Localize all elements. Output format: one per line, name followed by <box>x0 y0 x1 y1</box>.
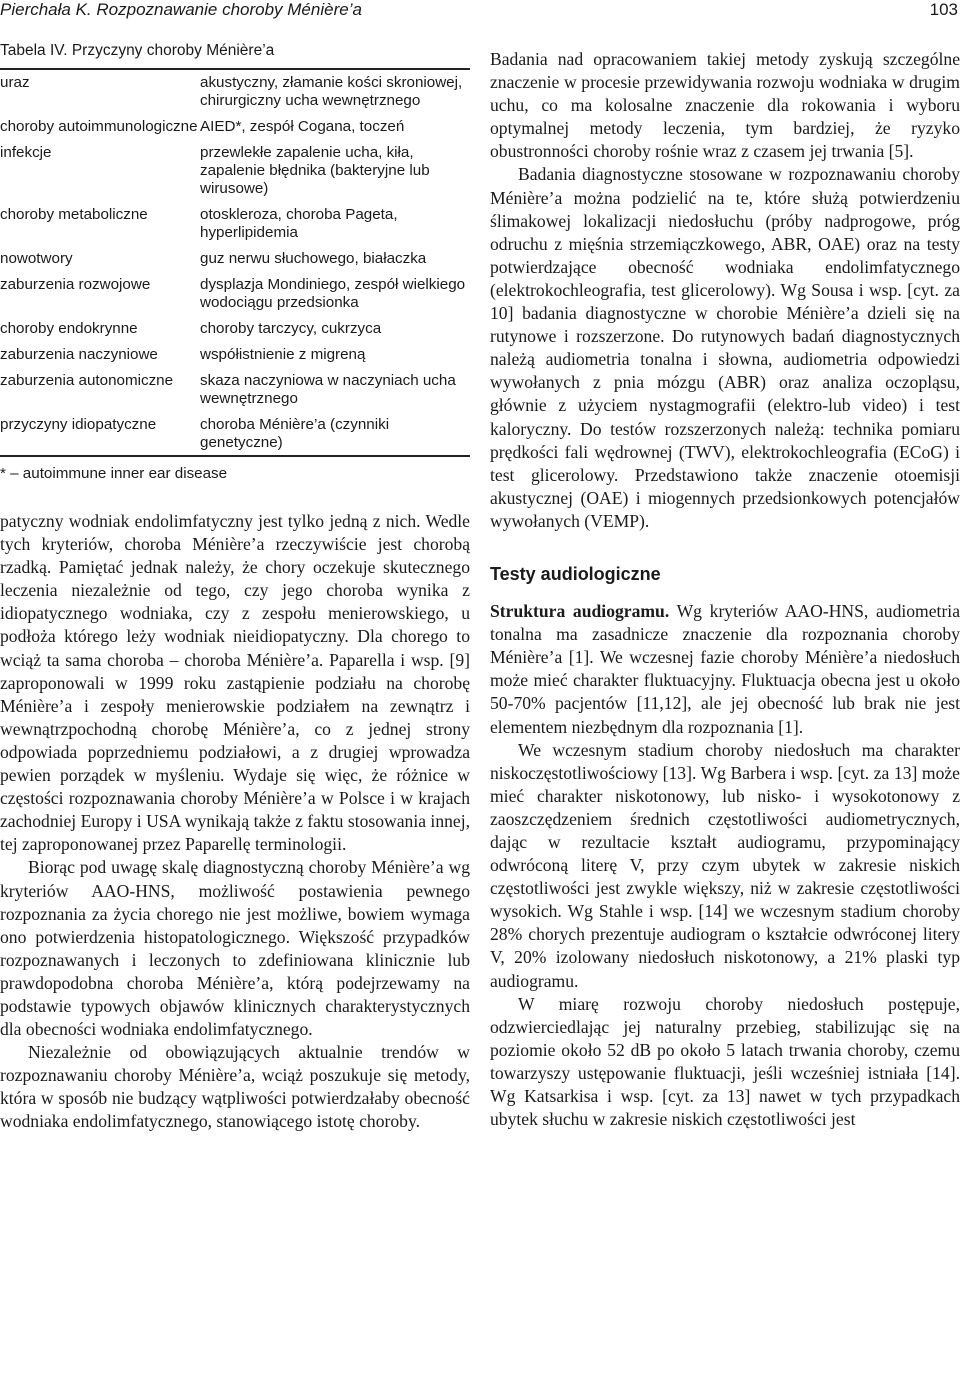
table-cell-cause: choroby autoimmunologiczne <box>0 118 198 135</box>
page-header <box>0 0 960 24</box>
table-cell-examples: akustyczny, złamanie kości skroniowej, chirurgiczny ucha wewnętrznego <box>200 74 463 109</box>
table-cell-cause: infekcje <box>0 144 52 161</box>
table-cell-examples: otoskleroza, choroba Pageta, hyperlipidemia <box>200 206 398 241</box>
paragraph: We wczesnym stadium choroby niedosłuch ma charakter niskoczęstotliwościowy [13]. Wg Barbera i wsp. [cyt. za 13] może mieć charakter niskotonowy, lub nisko- i wysokotonowy z zaoszczędzeniem średnich częstotliwości audiometrycznych, dając w rezultacie kształt audiogramu, przypominający odwróconą literę V, przy czym ubytek w zakresie niskich częstotliwości jest zwykle większy, niż w zakresie częstotliwości wysokich. Wg Stahle i wsp. [14] we wczesnym stadium choroby 28% chorych prezentuje audiogram o kształcie odwróconej litery V, 20% izolowany niedosłuch niskotonowy, a 21% plaski typ audiogramu. <box>490 739 960 991</box>
table-cell-examples: współistnienie z migreną <box>200 346 366 363</box>
table-cell-examples: dysplazja Mondiniego, zespół wielkiego wodociągu przedsionka <box>200 276 466 311</box>
table-footnote: * – autoimmune inner ear disease <box>0 465 228 482</box>
table-cell-examples: AIED*, zespół Cogana, toczeń <box>200 118 405 135</box>
table-row <box>0 320 470 338</box>
table-cell-examples: skaza naczyniowa w naczyniach ucha wewnętrznego <box>200 372 456 407</box>
table-row <box>0 74 470 110</box>
subsection-paragraph <box>490 600 960 739</box>
paragraph: Badania diagnostyczne stosowane w rozpoznawaniu choroby Ménière’a można podzielić na te, które służą potwierdzeniu ślimakowej lokalizacji niedosłuchu (próby nadprogowe, próg odruchu z mięśnia strzemiączkowego, ABR, OAE) oraz na testy potwierdzające obecność wodniaka endolimfatycznego (elektrokochleografia, test glicerolowy). Wg Sousa i wsp. [cyt. za 10] badania diagnostyczne w chorobie Ménière’a dzieli się na rutynowe i rozszerzone. Do rutynowych badań diagnostycznych należą audiometria tonalna i słowna, audiometria odpowiedzi wywołanych z pnia mózgu (ABR) oraz analiza oczopląsu, głównie z użyciem nystagmografii (elektro-lub video) i test kaloryczny. Do testów rozszerzonych należą: technika pomiaru prędkości fali wędrownej (TWV), elektrokochleografia (ECoG) i test glicerolowy. Przedstawiono także znaczenie otoemisji akustycznej (OAE) i miogennych przedsionkowych potencjałów wywołanych (VEMP). <box>490 164 960 531</box>
left-column <box>0 36 470 1134</box>
table-caption: Tabela IV. Przyczyny choroby Ménière’a <box>0 42 275 59</box>
subsection-text: Wg kryteriów AAO-HNS, audiometria tonalna ma zasadnicze znaczenie dla rozpoznania choroby Ménière’a [1]. We wczesnej fazie choroby Ménière’a niedosłuch może mieć charakter fluktuacyjny. Fluktuacja obecna jest u około 50-70% pacjentów [11,12], ale jej obecność lub brak nie jest elementem niezbędnym dla rozpoznania [1]. <box>490 601 960 737</box>
table-cell-cause: choroby metaboliczne <box>0 206 148 223</box>
left-body-text <box>0 510 470 1134</box>
right-column <box>490 48 960 1131</box>
runin-heading: Struktura audiogramu. <box>490 601 670 622</box>
paragraph: Badania nad opracowaniem takiej metody zyskują szczególne znaczenie w procesie przewidywania rozwoju wodniaka w drugim uchu, co ma kolosalne znaczenie dla rokowania i wyboru optymalnej metody leczenia, tym bardziej, że ryzyko obustronności choroby rośnie wraz z czasem jej trwania [5]. <box>490 49 960 162</box>
table-row <box>0 144 470 198</box>
section-heading: Testy audiologiczne <box>490 563 661 584</box>
table-cell-cause: nowotwory <box>0 250 73 267</box>
table-cell-cause: zaburzenia naczyniowe <box>0 346 158 363</box>
table-cell-cause: uraz <box>0 74 30 91</box>
table-cell-cause: zaburzenia autonomiczne <box>0 372 174 389</box>
table-row <box>0 206 470 242</box>
table-cell-cause: zaburzenia rozwojowe <box>0 276 151 293</box>
table-row <box>0 346 470 364</box>
table-cell-examples: choroby tarczycy, cukrzyca <box>200 320 382 337</box>
table-row <box>0 372 470 408</box>
table-row <box>0 276 470 312</box>
paragraph: Biorąc pod uwagę skalę diagnostyczną choroby Ménière’a wg kryteriów AAO-HNS, możliwość postawienia pewnego rozpoznania za życia chorego nie jest możliwe, bowiem wymaga ono potwierdzenia histopatologicznego. Większość przypadków rozpoznawanych i leczonych to zdefiniowana klinicznie lub prawdopodobna choroba Ménière’a, którą podejrzewamy na podstawie typowych objawów klinicznych charakterystycznych dla obecności wodniaka endolimfatycznego. <box>0 857 470 1040</box>
paragraph: patyczny wodniak endolimfatyczny jest tylko jedną z nich. Wedle tych kryteriów, choroba Ménière’a rzeczywiście jest chorobą rzadką. Pamiętać jednak należy, że chory oczekuje skutecznego leczenia niezależnie od tego, czy jego choroba wynika z idiopatycznego wodniaka, czy z zespołu menierowskiego, u podłoża którego leży wodniak nieidiopatyczny. Dla chorego to wciąż ta sama choroba – choroba Ménière’a. Paparella i wsp. [9] zaproponowali w 1999 roku zastąpienie podziału na chorobę Ménière’a i zespoły menierowskie podziałem na zewnątrz i wewnątrzpochodną chorobę Ménière’a, co z jednej strony odpowiada poprzedniemu podziałowi, a z drugiej wprowadza pewien porządek w myśleniu. Wydaje się więc, że różnice w częstości rozpoznawania choroby Ménière’a w Polsce i w krajach zachodniej Europy i USA wynikają także z faktu stosowania innej, tej zaproponowanej przez Paparellę terminologii. <box>0 511 471 855</box>
table-cell-cause: przyczyny idiopatyczne <box>0 416 157 433</box>
table-cell-examples: przewlekłe zapalenie ucha, kiła, zapalenie błędnika (bakteryjne lub wirusowe) <box>200 144 430 197</box>
table-row <box>0 250 470 268</box>
table-row <box>0 416 470 452</box>
causes-table <box>0 68 470 457</box>
table-row <box>0 118 470 136</box>
table-cell-cause: choroby endokrynne <box>0 320 138 337</box>
paragraph: W miarę rozwoju choroby niedosłuch postępuje, odzwierciedlając jej naturalny przebieg, stabilizując się na poziomie około 52 dB po około 5 latach trwania choroby, czemu towarzyszy ustępowanie fluktuacji, jeśli wcześniej istniała [14]. Wg Katsarkisa i wsp. [cyt. za 13] nawet w tych przypadkach ubytek słuchu w zakresie niskich częstotliwości jest <box>490 993 960 1130</box>
table-cell-examples: choroba Ménière’a (czynniki genetyczne) <box>200 416 390 451</box>
page-number: 103 <box>929 0 958 19</box>
running-title: Pierchała K. Rozpoznawanie choroby Ménière’a <box>0 0 362 19</box>
table-cell-examples: guz nerwu słuchowego, białaczka <box>200 250 427 267</box>
paragraph: Niezależnie od obowiązujących aktualnie trendów w rozpoznawaniu choroby Ménière’a, wciąż poszukuje się metody, która w sposób nie budzący wątpliwości potwierdzałaby obecność wodniaka endolimfatycznego, stanowiącego istotę choroby. <box>0 1042 470 1132</box>
